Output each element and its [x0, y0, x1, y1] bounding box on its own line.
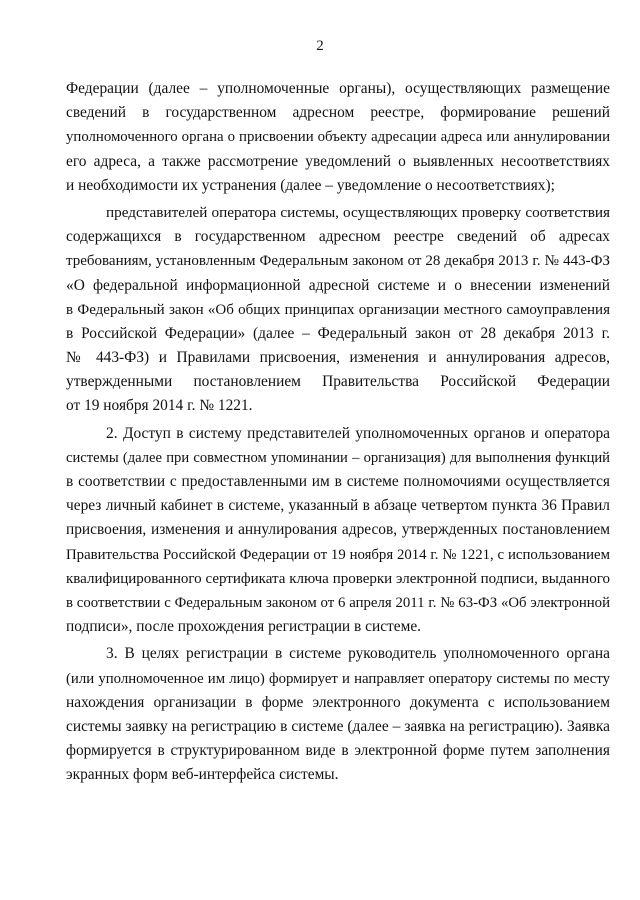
text-line: № 443-ФЗ) и Правилами присвоения, изменения и аннулирования адресов, — [66, 349, 610, 367]
text-line: присвоения, изменения и аннулирования адресов, утвержденных постановлением — [66, 521, 610, 539]
text-line: системы заявку на регистрацию в системе (далее – заявка на регистрацию). Заявка — [66, 717, 610, 735]
text-line: через личный кабинет в системе, указанный в абзаце четвертом пункта 36 Правил — [66, 497, 610, 515]
text-line: нахождения организации в форме электронного документа с использованием — [66, 693, 610, 711]
paragraph-section-3 — [66, 642, 610, 787]
text-line: содержащихся в государственном адресном реестре сведений об адресах — [66, 228, 610, 246]
document-body — [66, 77, 610, 787]
text-line: 2. Доступ в систему представителей уполномоченных органов и оператора — [106, 424, 610, 442]
text-line: «О федеральной информационной адресной системе и о внесении изменений — [66, 276, 610, 294]
text-line: в Российской Федерации» (далее – Федеральный закон от 28 декабря 2013 г. — [66, 324, 610, 342]
text-line: квалифицированного сертификата ключа проверки электронной подписи, выданного — [66, 570, 610, 587]
text-line: Федерации (далее – уполномоченные органы), осуществляющих размещение — [66, 80, 610, 97]
text-line: (или уполномоченное им лицо) формирует и направляет оператору системы по месту — [66, 670, 610, 687]
page-number: 2 — [316, 38, 324, 54]
text-line: в соответствии с Федеральным законом от 6 апреля 2011 г. № 63-ФЗ «Об электронной — [66, 594, 610, 611]
text-line: в Федеральный закон «Об общих принципах организации местного самоуправления — [66, 301, 610, 318]
text-line: в соответствии с предоставленными им в системе полномочиями осуществляется — [66, 473, 610, 490]
text-line: требованиям, установленным Федеральным законом от 28 декабря 2013 г. № 443-ФЗ — [66, 253, 610, 270]
paragraph-section-2 — [66, 422, 610, 640]
paragraph-continuation — [66, 77, 610, 198]
text-line: формируется в структурированном виде в электронной форме путем заполнения — [66, 742, 610, 760]
text-line: от 19 ноября 2014 г. № 1221. — [66, 397, 253, 415]
text-line: его адреса, а также рассмотрение уведомлений о выявленных несоответствиях — [66, 152, 610, 170]
text-line: и необходимости их устранения (далее – уведомление о несоответствиях); — [66, 176, 555, 194]
text-line: утвержденными постановлением Правительства Российской Федерации — [66, 373, 610, 391]
text-line: 3. В целях регистрации в системе руководитель уполномоченного органа — [106, 645, 610, 663]
paragraph-operator-representatives — [66, 201, 610, 419]
text-line: уполномоченного органа о присвоении объекту адресации адреса или аннулировании — [66, 129, 610, 146]
text-line: подписи», после прохождения регистрации в системе. — [66, 618, 422, 636]
text-line: представителей оператора системы, осуществляющих проверку соответствия — [106, 203, 610, 221]
text-line: сведений в государственном адресном реестре, формирование решений — [66, 104, 610, 122]
text-line: Правительства Российской Федерации от 19 ноября 2014 г. № 1221, с использованием — [66, 546, 610, 563]
text-line: системы (далее при совместном упоминании – организация) для выполнения функций — [66, 449, 610, 466]
text-line: экранных форм веб-интерфейса системы. — [66, 766, 339, 784]
